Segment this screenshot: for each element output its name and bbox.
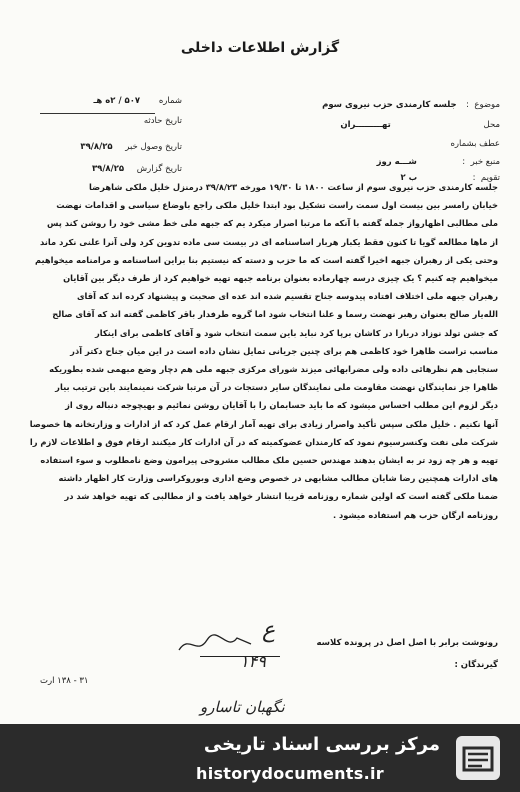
recipients-label: گیرندگان : [454, 660, 498, 670]
subject-row: موضوع : جلسه کارمندی حزب نیروی سوم [322, 100, 500, 110]
receipt-date-label: تاریخ وصول خبر [125, 142, 182, 152]
number-underline [40, 113, 155, 114]
number-label: شماره [158, 96, 182, 106]
place-value: تهـــــــــران [340, 120, 391, 130]
subject-value: جلسه کارمندی حزب نیروی سوم [322, 100, 457, 110]
signature-scrawl [175, 630, 255, 658]
body-line: از ماها مطالعه گویا تا کنون فقط یکبار هربار اساسنامه ای در بیست سی ماده تدوین کرد ولی آنرا علنی نکرد ماند [40, 236, 498, 247]
body-line: آنها نکنیم . خلیل ملکی سپس تأکید واصرار زیادی برای تهیه آمار ارقام عمل کرد که از ادارات و وزارتخانه ها خصوصا [29, 418, 498, 429]
document-title: گزارش اطلاعات داخلی [180, 40, 340, 56]
file-number-handwritten: ۱۴۹ [240, 652, 266, 671]
body-line: ظاهرا جز نمایندگان نهضت مقاومت ملی نمایندگان سایر دستجات در آن مرتبا شرکت نمینمایند باین ترتیب بیار [55, 382, 498, 393]
body-line: شرکت ملی نفت وکنسرسیوم نمود که کارمندان عضوکمیته که در آن ادارات کار میکنند ارقام فوق و اطلاعات لازم را [29, 436, 498, 447]
body-line: خیابان رامسر بین بیست اول سمت راست تشکیل بود ابتدا خلیل ملکی راجع باوضاع سیاسی و اقدامات نهضت [56, 200, 498, 211]
body-line: وحتی یکی از رهبران جبهه اخیرا گفته است که ما حزب و دسته که نیستیم بنا براین اساسنامه و مرامنامه میخواهیم [35, 254, 498, 265]
report-date-value: ۳۹/۸/۲۵ [91, 164, 125, 174]
rating-row: تقویم : ب ۲ [400, 173, 500, 183]
number-row [94, 96, 182, 106]
watermark-title: مرکز بررسی اسناد تاریخی [203, 734, 440, 755]
copy-note: رونوشت برابر با اصل اصل در پرونده کلاسه [316, 638, 498, 648]
body-line: تهیه و هر چه زود تر به ایشان بدهند مهندس حسین ملک مطالب مشروحی پیرامون وضع نامطلوب و سوء استفاده [40, 455, 498, 466]
source-label: منبع خبر [470, 157, 500, 167]
subject-label: موضوع [474, 100, 500, 110]
watermark-url: historydocuments.ir [196, 764, 384, 783]
source-row: منبع خبر : شـــه روز [376, 157, 500, 167]
body-line: الله‌یار صالح بعنوان رهبر نهضت رسما و علنا انتخاب شود اما گروه طرفدار باقر کاظمی گفته اند که آقای صالح [52, 309, 498, 320]
rating-label: تقویم [480, 173, 500, 183]
event-date-label: تاریخ حادثه [143, 116, 182, 126]
body-line: ضمنا ملکی گفته است که اولین شماره روزنامه قریبا انتشار خواهد یافت و از مطالبی که تهیه خواهد شد در [64, 491, 498, 502]
report-body [20, 178, 498, 524]
body-line: دیگر لزوم این مطلب احساس میشود که ما باید حسابمان را با آقایان روشن نمائیم و بهیچوجه دنباله روی از [65, 400, 498, 411]
handwritten-initial: ع [262, 618, 276, 643]
body-line: میخواهیم چه کنیم ؟ یک چیزی درسه چهارماده بعنوان برنامه جبهه تهیه خواهیم کرد از طرف دیگر بین آقایان [63, 273, 498, 284]
body-line: رهبران جبهه ملی اختلاف افتاده پیدوسه جناح تقسیم شده اند عده ای صحبت و پیشنهاد کرده اند که آقای [76, 291, 498, 302]
rating-value: ب ۲ [400, 173, 418, 183]
number-value: ۵۰۷ / ۲ه هـ [93, 96, 141, 106]
signature: نگهبان تاسارو [200, 698, 285, 716]
watermark-banner [0, 724, 520, 792]
signature-underline [200, 656, 280, 657]
event-date-row [144, 116, 182, 126]
body-line: سنجابی هم نظرهائی داده ولی مضرابهائی میزند شورای مرکزی جبهه ملی هم دچار وضع مبهمی شده بطوریکه [49, 364, 498, 375]
ref-row [450, 139, 500, 149]
receipt-date-row [80, 142, 182, 152]
body-line: روزنامه ارگان حزب هم استفاده میشود . [332, 509, 498, 520]
archive-logo-icon [452, 732, 504, 784]
body-line: های ادارات همچنین رضا شایان مطالب مشابهی در خصوص وضع اداری وبوروکراسی وزارت کار اظهار داشته [58, 473, 498, 484]
report-date-label: تاریخ گزارش [136, 164, 182, 174]
body-line: ملی مطالبی اظهارواز جمله گفته با آنکه ما مرتبا اصرار میکرد یم که جبهه ملی خط مشی خود را روشن کند پس [47, 218, 498, 229]
body-line: جلسه کارمندی حزب نیروی سوم از ساعت ۱۸۰۰ تا ۱۹/۳۰ مورخه ۳۹/۸/۲۳ درمنزل خلیل ملکی شاهرضا [89, 182, 498, 192]
ref-label: عطف بشماره [450, 139, 500, 149]
body-line: که جشن تولد نوزاد دربارا در کاشان برپا کرد نباید باین سمت انتخاب شود و آقای کاظمی برای اینکار [94, 327, 498, 338]
receipt-date-value: ۳۹/۸/۲۵ [80, 142, 113, 152]
body-line: مناسب تراست ظاهرا خود کاظمی هم برای چنین جریانی تمایل نشان داده است در این میان جناح دکتر آذر [70, 345, 498, 356]
place-label: محل [483, 120, 500, 130]
bottom-code: ۳۱ - ۱۳۸ ارت [40, 676, 89, 686]
source-value: شـــه روز [376, 157, 417, 167]
place-row [340, 120, 500, 130]
report-date-row [92, 164, 182, 174]
